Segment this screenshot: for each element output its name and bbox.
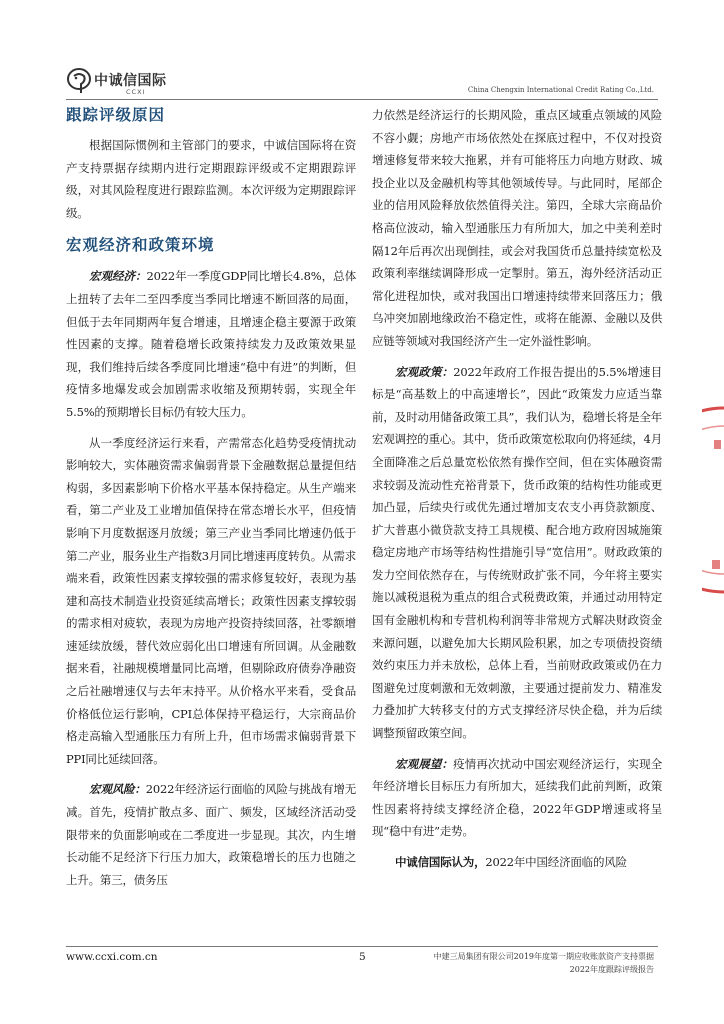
label-macro-risk: 宏观风险： xyxy=(89,782,146,797)
left-column xyxy=(66,104,356,891)
header-divider xyxy=(66,99,658,100)
red-seal-stamp xyxy=(702,400,724,600)
label-macro-policy: 宏观政策： xyxy=(395,364,454,379)
footer-divider xyxy=(66,946,658,947)
label-ccxi-view: 中诚信国际认为， xyxy=(395,855,486,869)
footer-report-title: 中建三局集团有限公司2019年度第一期应收账款资产支持票据 2022年度跟踪评级报告 xyxy=(433,952,654,974)
header-company-name: China Chengxin International Credit Rating Co.,Ltd. xyxy=(467,86,654,94)
logo-english-name: CCXI xyxy=(126,88,146,96)
elephant-logo-icon xyxy=(66,66,92,96)
paragraph-tracking-reason: 根据国际惯例和主管部门的要求，中诚信国际将在资产支持票据存续期内进行定期跟踪评级或不定期跟踪评级，对其风险程度进行跟踪监测。本次评级为定期跟踪评级。 xyxy=(66,138,356,220)
company-logo xyxy=(66,66,186,100)
logo-chinese-name: 中诚信国际 xyxy=(94,73,167,89)
footer-website[interactable]: www.ccxi.com.cn xyxy=(66,951,158,963)
paragraph-macro-outlook: 宏观展望：疫情再次扰动中国宏观经济运行，实现全年经济增长目标压力有所加大，延续我们此前判断，政策性因素将持续支撑经济企稳，2022年GDP增速或将呈现“稳中有进”走势。 xyxy=(372,756,663,839)
paragraph-ccxi-view: 中诚信国际认为，2022年中国经济面临的风险 xyxy=(395,855,627,869)
paragraph-macro-economy: 宏观经济：2022年一季度GDP同比增长4.8%，总体上扭转了去年二至四季度当季同比增速不断回落的局面，但低于去年同期两年复合增速，且增速企稳主要源于政策性因素的支撑。随着稳增长政策持续发力及政策效果显现，我们维持后续各季度同比增速“稳中有进”的判断，但疫情多地爆发或会加剧需求收缩及预期转弱，实现全年5.5%的预期增长目标仍有较大压力。 xyxy=(66,269,356,419)
section-title-macro: 宏观经济和政策环境 xyxy=(66,236,215,255)
page-number: 5 xyxy=(359,951,366,963)
paragraph-macro-risk: 宏观风险：2022年经济运行面临的风险与挑战有增无减。首先，疫情扩散点多、面广、频发，区域经济活动受限带来的负面影响或在二季度进一步显现。其次，内生增长动能不足经济下行压力加大，政策稳增长的压力也随之上升。第三，债务压 xyxy=(66,782,357,887)
label-macro-outlook: 宏观展望： xyxy=(395,756,454,771)
right-column xyxy=(372,104,662,874)
label-macro-economy: 宏观经济： xyxy=(89,269,147,284)
section-title-tracking-reason: 跟踪评级原因 xyxy=(66,106,166,124)
paragraph-macro-policy: 宏观政策：2022年政府工作报告提出的5.5%增速目标是“高基数上的中高速增长”，因此“政策发力应适当靠前，及时动用储备政策工具”，我们认为，稳增长将是全年宏观调控的重心。其中，货币政策宽松取向仍将延续，4月全面降准之后总量宽松依然有操作空间，但在实体融资需求较弱及流动性充裕背景下，货币政策的结构性功能或更加凸显，后续央行或优先通过增加支农支小再贷款额度、扩大普惠小微贷款支持工具规模、配合地方政府因城施策稳定房地产市场等结构性措施引导“宽信用”。财政政策的发力空间依然存在，与传统财政扩张不同，今年将主要实施以减税退税为重点的组合式税费政策，并通过动用特定国有金融机构和专营机构利润等非常规方式解决财政资金来源问题，以避免加大长期风险积累，加之专项债投资绩效约束压力并未放松，总体上看，当前财政政策或仍在力图避免过度刺激和无效刺激，主要通过提前发力、精准发力叠加扩大转移支付的方式支撑经济尽快企稳，并为后续调整预留政策空间。 xyxy=(372,364,663,741)
paragraph-macro-risk-continued: 力依然是经济运行的长期风险，重点区域重点领域的风险不容小觑；房地产市场依然处在探底过程中，不仅对投资增速修复带来较大拖累，并有可能将压力向地方财政、城投企业以及金融机构等其他领域传导。与此同时，尾部企业的信用风险释放依然值得关注。第四，全球大宗商品价格高位波动，输入型通胀压力有所加大，加之中美利差时隔12年后再次出现倒挂，或会对我国货币总量持续宽松及政策利率继续调降形成一定掣肘。第五，海外经济活动正常化进程加快，或对我国出口增速持续带来回落压力；俄乌冲突加剧地缘政治不稳定性，或将在能源、金融以及供应链等领域对我国经济产生一定外溢性影响。 xyxy=(372,108,662,348)
paragraph-q1-economy: 从一季度经济运行来看，产需常态化趋势受疫情扰动影响较大，实体融资需求偏弱背景下金融数据总量提但结构弱，多因素影响下价格水平基本保持稳定。从生产端来看，第二产业及工业增加值保持在常态增长水平，但疫情影响下月度数据逐月放缓；第三产业当季同比增速仍低于第二产业，服务业生产指数3月同比增速再度转负。从需求端来看，政策性因素支撑较强的需求修复较好，表现为基建和高技术制造业投资延续高增长；政策性因素支撑较弱的需求相对疲软，表现为房地产投资持续回落，社零额增速延续放缓，替代效应弱化出口增速有所回调。从金融数据来看，社融规模增量同比高增，但剔除政府债券净融资之后社融增速仅与去年末持平。从价格水平来看，受食品价格低位运行影响，CPI总体保持平稳运行，大宗商品价格走高输入型通胀压力有所上升，但市场需求偏弱背景下PPI同比延续回落。 xyxy=(66,435,356,766)
